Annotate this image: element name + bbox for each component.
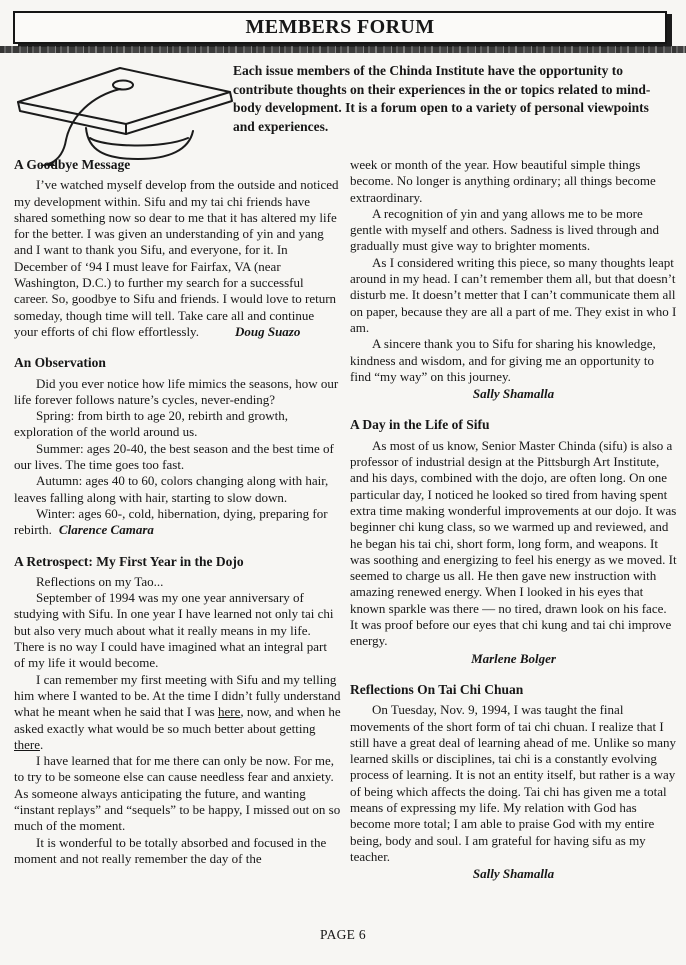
page-title: MEMBERS FORUM — [245, 16, 435, 38]
intro-text: Each issue members of the Chinda Institute have the opportunity to contribute thoughts on their experiences in the or topics related to mind-body development. It is a forum open to a variety of personal viewpoints and experiences. — [233, 63, 651, 134]
paragraph: Did you ever notice how life mimics the seasons, how our life forever follows nature’s cycles, never-ending? — [14, 375, 339, 407]
paragraph — [14, 672, 341, 753]
paragraph-text: I’ve watched myself develop from the outside and noticed my development within. Sifu and my tai chi friends have shared something now so dear to me that it has altered my life for the better. I was given an understanding of yin and yang and I want to thank you Sifu, and everyone, for it. In December of ‘94 I must leave for Fairfax, VA (near Washington, D.C.) to further my search for a successful career. So, goodbye to Sifu and friends. I would love to return someday, though time will tell. Take care all and continue your efforts of chi flow effortlessly. — [14, 177, 339, 339]
decorative-rule — [0, 46, 686, 53]
paragraph: A sincere thank you to Sifu for sharing his knowledge, kindness and wisdom, and for giving me an opportunity to find “my way” on this journey. — [350, 336, 656, 384]
paragraph-text: , now, and when he asked exactly what would be so much better about getting — [14, 704, 341, 736]
underlined-word: there — [14, 736, 40, 752]
section-heading-retrospect: A Retrospect: My First Year in the Dojo — [14, 553, 244, 569]
right-column — [350, 157, 677, 886]
paragraph: I have learned that for me there can only be now. For me, to try to be someone else can cause needless fear and anxiety. As someone always anticipating the future, and wanting “instant replays” and “sequels” to be happy, I missed out on so much of the moment. — [14, 753, 341, 834]
paragraph: It is wonderful to be totally absorbed and focused in the moment and not really remember the day of the — [14, 834, 327, 866]
section-heading-day-in-life: A Day in the Life of Sifu — [350, 417, 490, 433]
paragraph-text: I can remember my first meeting with Sifu and my telling him where I wanted to be. At the time I didn’t fully understand what he meant when he said that I was — [14, 671, 341, 720]
paragraph — [14, 506, 341, 539]
paragraph: week or month of the year. How beautiful simple things become. No longer is anything ordinary; all things become extraordinary. — [350, 157, 656, 205]
paragraph — [14, 177, 341, 340]
paragraph: September of 1994 was my one year anniversary of studying with Sifu. In one year I have learned not only tai chi but also very much about what it really means in my life. There is no way I could have imagined what an integral part of my life it would become. — [14, 590, 334, 671]
header-box — [13, 11, 667, 44]
author-signature: Sally Shamalla — [472, 386, 555, 402]
graduation-cap-icon — [8, 54, 236, 166]
author-signature: Marlene Bolger — [471, 650, 556, 666]
paragraph: As I considered writing this piece, so many thoughts leapt around in my head. I can’t remember them all, but that doesn’t disturb me. It doesn’t metter that I can’t communicate them all on paper, because they are all a part of me. They exist in who I am. — [350, 254, 677, 335]
underlined-word: here — [217, 704, 241, 720]
paragraph: A recognition of yin and yang allows me to be more gentle with myself and others. Sadness is lived through and gradually must give way to brighter moments. — [350, 205, 660, 254]
left-column — [14, 157, 341, 867]
author-signature: Doug Suazo — [234, 323, 301, 339]
section-heading-observation: An Observation — [14, 355, 106, 371]
author-signature: Clarence Camara — [58, 522, 154, 538]
section-heading-reflections-tcc: Reflections On Tai Chi Chuan — [350, 681, 524, 697]
paragraph: Autumn: ages 40 to 60, colors changing along with hair, leaves falling along with hair, starting to slow down. — [14, 473, 329, 505]
paragraph: As most of us know, Senior Master Chinda (sifu) is also a professor of industrial design at the Pittsburgh Art Institute, and his days, combined with the dojo, are often long. On one particular day, I noticed he looked so tired from having spent extra time making wonderful improvements at our dojo. It was beginner chi kung class, so we warmed up and reviewed, and he began his tai chi, short form, long form, and weapons. It was soothing and energizing to feel his energy as we moved. It seemed to charge us all. He then gave new instruction with amazing renewed energy. When I looked in his eyes that known sparkle was there — no tired, drawn look on his face. It was proof before our eyes that chi kung and tai chi improve energy. — [350, 437, 677, 649]
paragraph: On Tuesday, Nov. 9, 1994, I was taught the final movements of the short form of tai chi chuan. I realize that I still have a great deal of learning ahead of me. Unlike so many learned skills or disciplines, tai chi is a constantly evolving process of learning. It is not an entity itself, but rather is a way of being which affects the doing. Tai chi has given me a total means of expressing my life. My relation with God has become more total; I am able to praise God with my entire being, body and soul. I am grateful for having sifu as my teacher. — [350, 702, 676, 864]
paragraph-text: Winter: ages 60-, cold, hibernation, dying, preparing for rebirth. — [14, 505, 328, 538]
paragraph-text: . — [39, 736, 44, 752]
author-signature: Sally Shamalla — [472, 866, 555, 882]
paragraph: Spring: from birth to age 20, rebirth and growth, exploration of the world around us. — [14, 408, 289, 440]
subheading: Reflections on my Tao... — [36, 573, 164, 589]
paragraph: Summer: ages 20-40, the best season and the best time of our lives. The time goes too fast. — [14, 440, 334, 473]
section-heading-goodbye: A Goodbye Message — [14, 157, 131, 172]
page-number: PAGE 6 — [320, 927, 366, 942]
